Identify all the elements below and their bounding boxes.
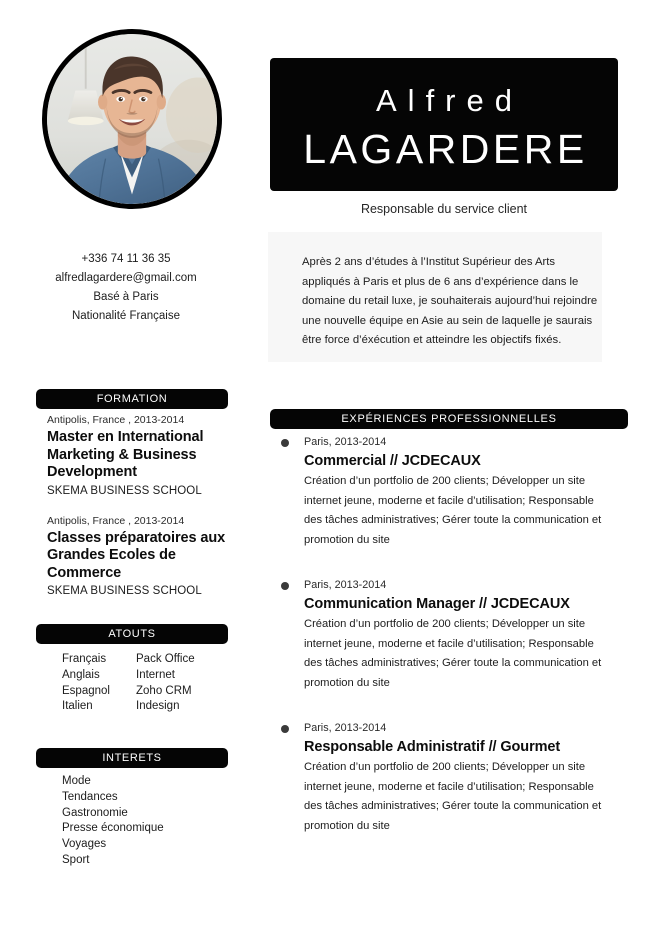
- education-school: SKEMA BUSINESS SCHOOL: [47, 585, 202, 597]
- interets-item: Sport: [62, 853, 90, 866]
- section-header-atouts: ATOUTS: [36, 624, 228, 644]
- left-column: [0, 0, 252, 935]
- education-item: [47, 412, 247, 500]
- education-meta: Antipolis, France , 2013-2014: [47, 414, 185, 426]
- atouts-language-item: Anglais: [62, 668, 100, 681]
- experience-description: Création d’un portfolio de 200 clients; Développer un site internet jeune, moderne et facile d’utilisation; Responsable des tâches administratives; Gérer toute la communication et promotion du site: [304, 618, 602, 689]
- last-name: LAGARDERE: [303, 126, 588, 172]
- first-name: Alfred: [376, 83, 523, 118]
- interets-item: Voyages: [62, 838, 107, 851]
- section-header-interets: INTERETS: [36, 748, 228, 768]
- job-title-tagline: Responsable du service client: [360, 202, 528, 216]
- atouts-software-column: [136, 652, 210, 715]
- section-header-experiences: EXPÉRIENCES PROFESSIONNELLES: [270, 409, 628, 429]
- atouts-software-item: Zoho CRM: [136, 684, 192, 697]
- experience-meta: Paris, 2013-2014: [304, 579, 387, 591]
- name-banner: [270, 58, 618, 191]
- experience-title: Communication Manager // JCDECAUX: [304, 596, 570, 612]
- bullet-dot-icon: [281, 582, 289, 590]
- contact-block: [0, 250, 252, 326]
- interets-item: Presse économique: [62, 822, 164, 835]
- experience-description: Création d’un portfolio de 200 clients; Développer un site internet jeune, moderne et facile d’utilisation; Responsable des tâches administratives; Gérer toute la communication et promotion du site: [304, 475, 602, 546]
- interets-item: Tendances: [62, 790, 118, 803]
- education-item: [47, 513, 247, 601]
- profile-summary-text: Après 2 ans d’études à l’Institut Supérieur des Arts appliqués à Paris et plus de 6 ans d’expérience dans le domaine du retail luxe, je souhaiterais aujourd’hui rejoindre une nouvelle équipe en Asie au sein de laquelle je saurais être force d’éxécution et atteindre les objectifs fixés.: [302, 256, 598, 346]
- experience-item: [278, 577, 628, 693]
- experience-title: Responsable Administratif // Gourmet: [304, 739, 561, 755]
- atouts-software-item: Indesign: [136, 700, 180, 713]
- bullet-dot-icon: [281, 439, 289, 447]
- atouts-software-item: Internet: [136, 668, 175, 681]
- education-meta: Antipolis, France , 2013-2014: [47, 514, 185, 527]
- atouts-language-item: Français: [62, 653, 107, 665]
- atouts-columns: [62, 652, 252, 715]
- education-list: [47, 412, 247, 613]
- contact-phone: +336 74 11 36 35: [81, 253, 171, 265]
- contact-location: Basé à Paris: [93, 291, 159, 303]
- experience-item: [278, 720, 628, 836]
- education-school: SKEMA BUSINESS SCHOOL: [47, 484, 202, 497]
- section-header-formation: FORMATION: [36, 389, 228, 409]
- atouts-languages-column: [62, 652, 136, 715]
- contact-nationality: Nationalité Française: [71, 310, 181, 322]
- atouts-software-item: Pack Office: [136, 653, 195, 665]
- experience-item: [278, 434, 628, 550]
- bullet-dot-icon: [281, 725, 289, 733]
- interets-item: Mode: [62, 775, 91, 787]
- experience-meta: Paris, 2013-2014: [304, 722, 387, 734]
- experience-description: Création d’un portfolio de 200 clients; Développer un site internet jeune, moderne et facile d’utilisation; Responsable des tâches administratives; Gérer toute la communication et promotion du site: [304, 761, 602, 832]
- atouts-language-item: Italien: [62, 700, 93, 713]
- profile-photo-icon: [47, 34, 217, 204]
- education-title: Classes préparatoires aux Grandes Ecoles de Commerce: [47, 529, 226, 581]
- contact-email: alfredlagardere@gmail.com: [55, 272, 197, 284]
- experience-list: [278, 434, 628, 863]
- experience-title: Commercial // JCDECAUX: [304, 453, 481, 469]
- interets-item: Gastronomie: [62, 806, 128, 819]
- atouts-language-item: Espagnol: [62, 684, 110, 697]
- experience-meta: Paris, 2013-2014: [304, 436, 387, 448]
- avatar: [42, 29, 222, 209]
- education-title: Master en International Marketing & Business Development: [47, 429, 204, 480]
- interets-list: [62, 774, 252, 869]
